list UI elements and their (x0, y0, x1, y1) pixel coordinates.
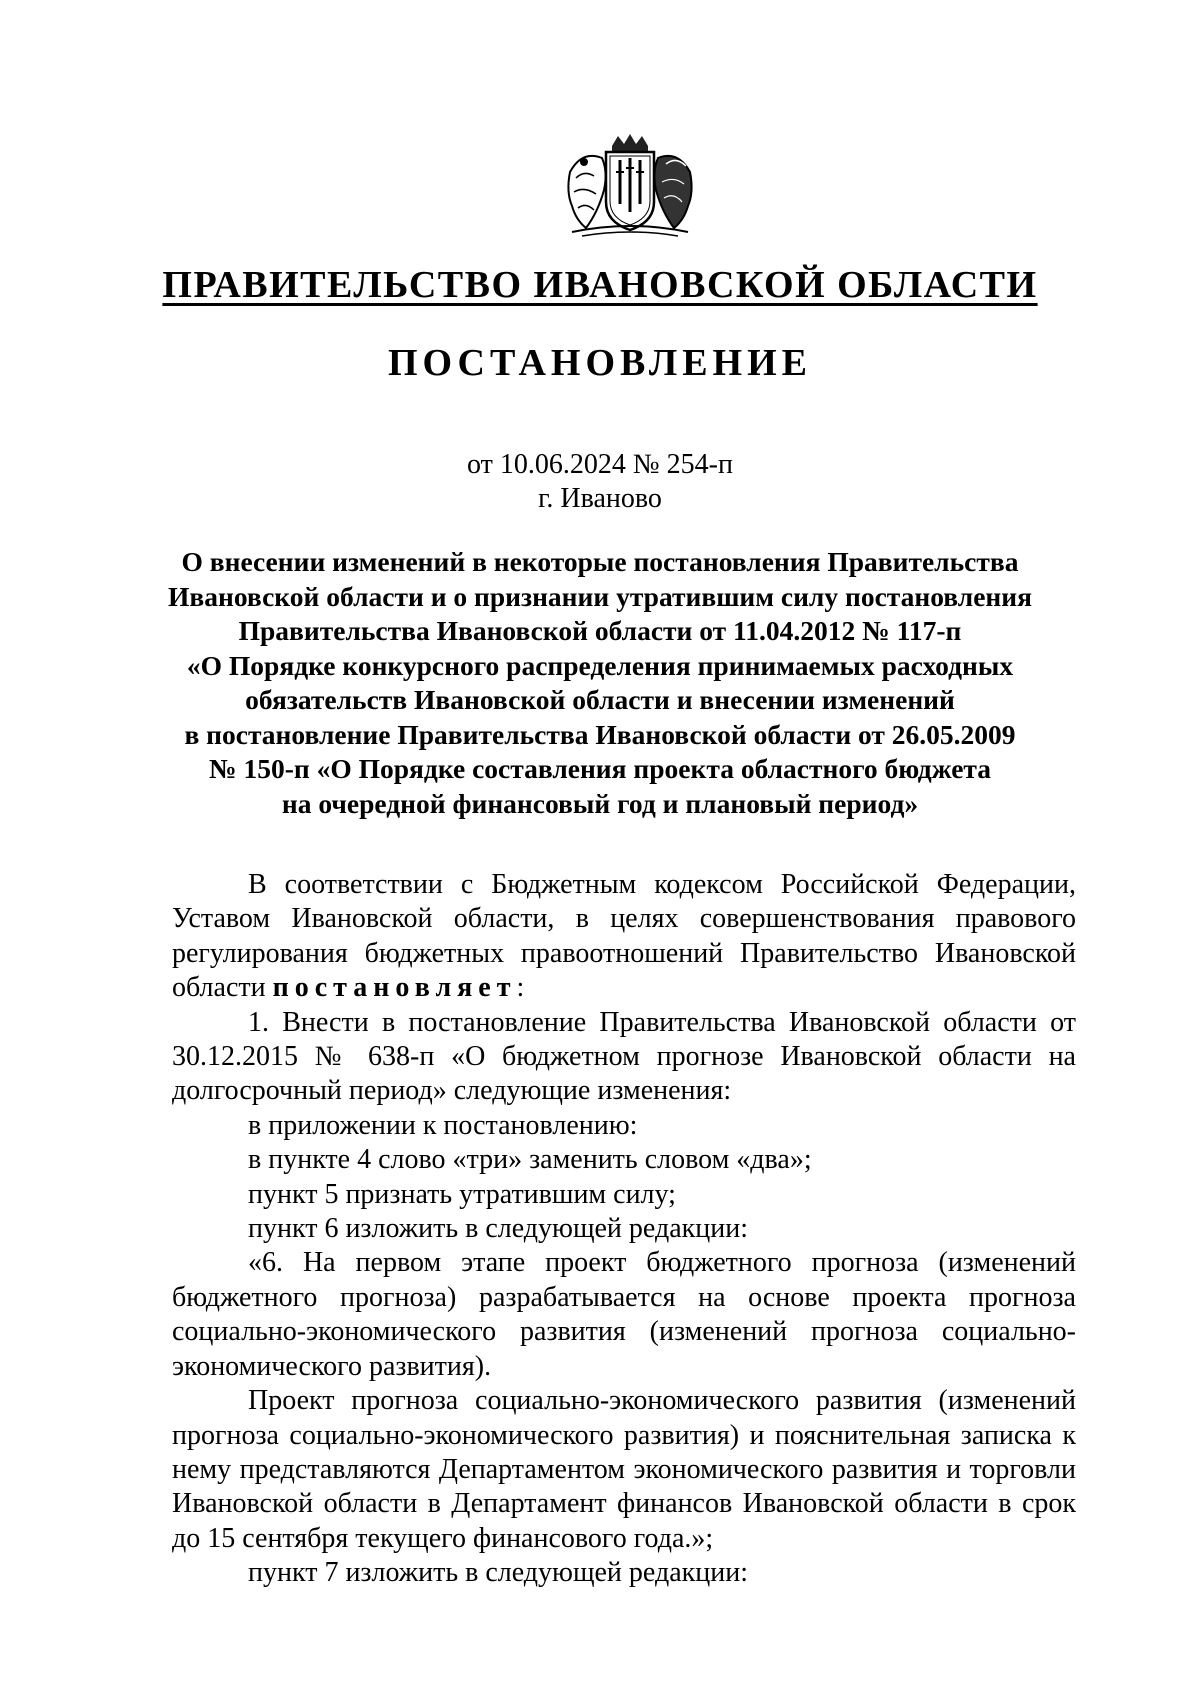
document-type: ПОСТАНОВЛЕНИЕ (387, 342, 813, 384)
preamble-end: : (516, 972, 525, 1004)
heading-line: обязательств Ивановской области и внесении изменений (245, 684, 955, 715)
document-heading (100, 545, 1100, 821)
heading-line: в постановление Правительства Ивановской области от 26.05.2009 (184, 718, 1016, 750)
document-date-number: от 10.06.2024 № 254-п (467, 449, 733, 480)
coat-of-arms-emblem (562, 132, 698, 240)
heading-line: № 150-п «О Порядке составления проекта областного бюджета (208, 753, 992, 784)
heading-line: Ивановской области и о признании утратившим силу постановления (168, 580, 1032, 612)
body-paragraph: «6. На первом этапе проект бюджетного прогноза (изменений бюджетного прогноза) разрабатывается на основе проекта прогноза социально-экономического развития (изменений прогноза социально-экономического развития). (172, 1247, 1076, 1382)
preamble-paragraph (172, 868, 1076, 1006)
body-paragraph: Проект прогноза социально-экономического развития (изменений прогноза социально-экономического развития) и пояснительная записка к нему представляются Департаментом экономического развития и торговли Ивановской области в Департамент финансов Ивановской области в срок до 15 сентября текущего финансового года.»; (172, 1385, 1076, 1554)
heading-line: «О Порядке конкурсного распределения принимаемых расходных (186, 649, 1014, 681)
body-paragraph: в пункте 4 слово «три» заменить словом «два»; (248, 1144, 812, 1176)
heading-line: О внесении изменений в некоторые постановления Правительства (181, 546, 1019, 577)
heading-line: Правительства Ивановской области от 11.04.2012 № 117-п (238, 615, 962, 646)
preamble-verb: постановляет (272, 972, 517, 1004)
body-paragraph: 1. Внести в постановление Правительства Ивановской области от 30.12.2015 № 638-п «О бюджетном прогнозе Ивановской области на долгосрочный период» следующие изменения: (172, 1006, 1076, 1107)
government-title (0, 262, 1200, 308)
preamble-text: В соответствии с Бюджетным кодексом Российской Федерации, Уставом Ивановской области, в целях совершенствования правового регулирования бюджетных правоотношений Правительство Ивановской области (172, 869, 1076, 1004)
document-city: г. Иваново (538, 483, 662, 514)
document-body (172, 868, 1076, 1591)
heading-line: на очередной финансовый год и плановый период» (281, 787, 919, 819)
body-paragraph: пункт 7 изложить в следующей редакции: (248, 1557, 748, 1589)
government-title-text: ПРАВИТЕЛЬСТВО ИВАНОВСКОЙ ОБЛАСТИ (162, 264, 1038, 306)
body-paragraph: пункт 5 признать утратившим силу; (248, 1178, 676, 1210)
body-paragraph: пункт 6 изложить в следующей редакции: (248, 1213, 748, 1245)
body-paragraph: в приложении к постановлению: (248, 1109, 638, 1141)
